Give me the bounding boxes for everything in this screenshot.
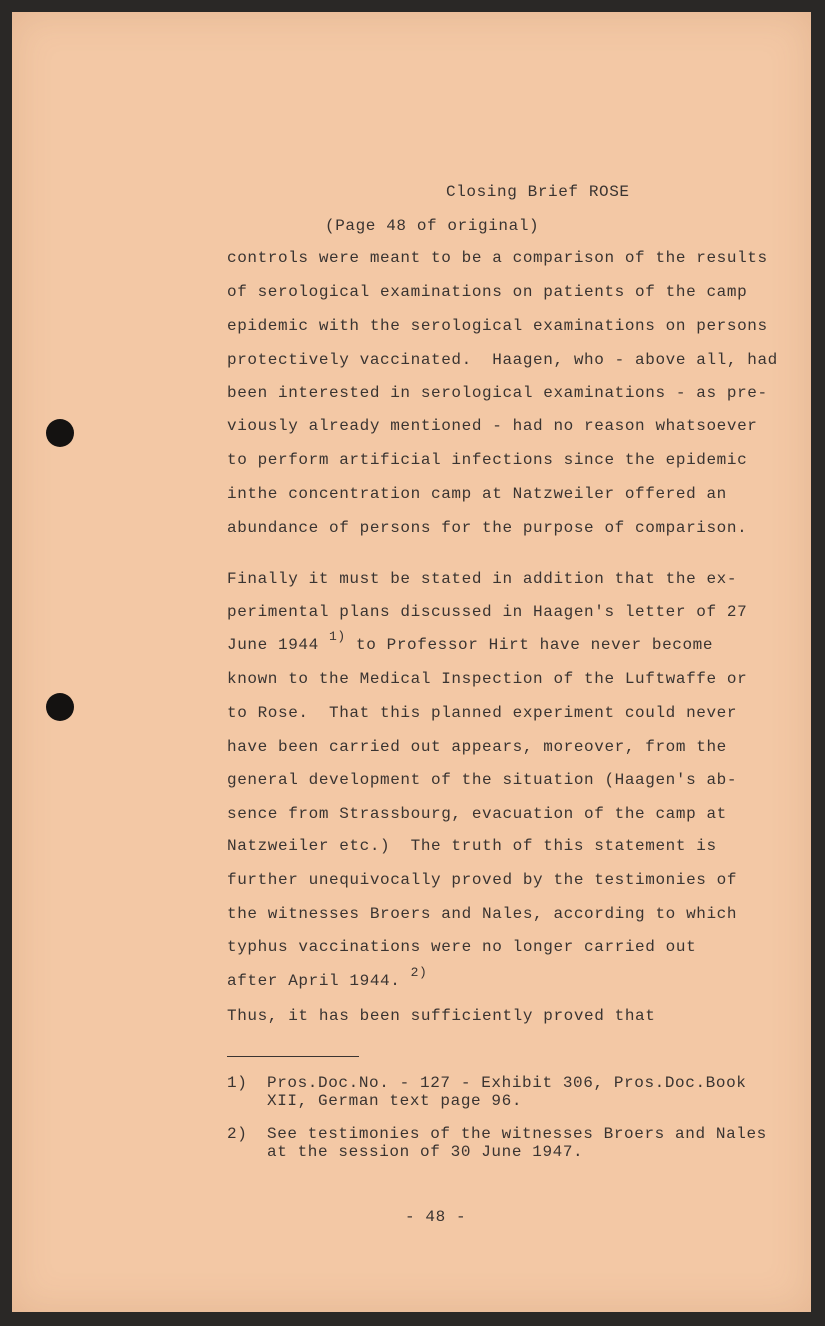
body-line: to perform artificial infections since the epidemic xyxy=(227,451,748,469)
body-line: protectively vaccinated. Haagen, who - above all, had xyxy=(227,351,778,369)
body-line: viously already mentioned - had no reason whatsoever xyxy=(227,417,758,435)
body-line: Natzweiler etc.) The truth of this statement is xyxy=(227,837,717,855)
punch-hole xyxy=(46,419,74,447)
body-line: abundance of persons for the purpose of comparison. xyxy=(227,519,748,537)
page-reference: (Page 48 of original) xyxy=(325,217,540,235)
footnote-divider xyxy=(227,1056,359,1057)
body-line: been interested in serological examinations - as pre- xyxy=(227,384,768,402)
body-line: known to the Medical Inspection of the Luftwaffe or xyxy=(227,670,748,688)
body-line: perimental plans discussed in Haagen's letter of 27 xyxy=(227,603,748,621)
body-line: to Rose. That this planned experiment could never xyxy=(227,704,738,722)
document-page xyxy=(12,12,811,1312)
body-line: further unequivocally proved by the testimonies of xyxy=(227,871,738,889)
footnote-ref: 2) xyxy=(410,965,428,980)
body-line: epidemic with the serological examinations on persons xyxy=(227,317,768,335)
footnote-text: Pros.Doc.No. - 127 - Exhibit 306, Pros.Doc.Book xyxy=(267,1074,747,1092)
footnote-text: XII, German text page 96. xyxy=(267,1092,523,1110)
body-line: inthe concentration camp at Natzweiler offered an xyxy=(227,485,727,503)
body-line: Thus, it has been sufficiently proved that xyxy=(227,1007,656,1025)
page-number: - 48 - xyxy=(405,1208,467,1226)
footnote-number: 2) xyxy=(227,1125,248,1143)
body-line: typhus vaccinations were no longer carried out xyxy=(227,938,697,956)
body-line: after April 1944. $^{2)}$ xyxy=(227,965,428,990)
body-line: general development of the situation (Haagen's ab- xyxy=(227,771,738,789)
footnote-number: 1) xyxy=(227,1074,248,1092)
footnote-text: See testimonies of the witnesses Broers and Nales xyxy=(267,1125,767,1143)
body-line: Finally it must be stated in addition that the ex- xyxy=(227,570,738,588)
body-line: of serological examinations on patients of the camp xyxy=(227,283,748,301)
document-title: Closing Brief ROSE xyxy=(446,183,630,201)
footnote-ref: 1) xyxy=(329,629,346,644)
body-line: controls were meant to be a comparison of the results xyxy=(227,249,768,267)
punch-hole xyxy=(46,693,74,721)
body-line: have been carried out appears, moreover, from the xyxy=(227,738,727,756)
footnote-text: at the session of 30 June 1947. xyxy=(267,1143,584,1161)
body-line: the witnesses Broers and Nales, according to which xyxy=(227,905,738,923)
body-line: June 1944 $^{1)}$ to Professor Hirt have never become xyxy=(227,629,714,654)
body-line: sence from Strassbourg, evacuation of the camp at xyxy=(227,805,727,823)
